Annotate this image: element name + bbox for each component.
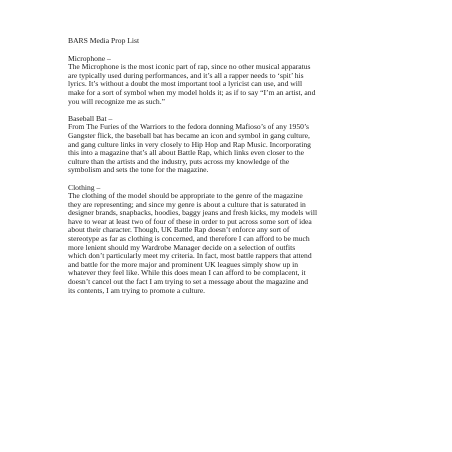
paragraph-line: and battle for the more major and prominent UK leagues simply show up in [68, 259, 299, 269]
section-baseball-bat [68, 115, 398, 175]
document-body [68, 37, 398, 304]
section-heading: Microphone – [68, 53, 111, 63]
paragraph-line: and gang culture links in very closely to Hip Hop and Rap Music. Incorporating [68, 139, 311, 149]
paragraph-line: its contents, I am trying to promote a culture. [68, 285, 206, 295]
section-clothing [68, 184, 398, 296]
paragraph-line: you will recognize me as such.” [68, 96, 165, 106]
section-microphone [68, 55, 398, 107]
paragraph-line: whatever they feel like. While this does mean I can afford to be complacent, it [68, 268, 306, 278]
paragraph-line: doesn’t cancel out the fact I am trying to set a message about the magazine and [68, 277, 309, 287]
paragraph-line: have to wear at least two of four of these in order to put across some sort of idea [68, 216, 312, 226]
paragraph-line: are typically used during performances, and it’s all a rapper needs to ‘spit’ his [68, 70, 304, 80]
paragraph-line: they are representing; and since my genre is about a culture that is saturated in [68, 199, 306, 209]
paragraph-line: designer brands, snapbacks, hoodies, baggy jeans and fresh kicks, my models will [68, 208, 318, 218]
paragraph-line: more lenient should my Wardrobe Manager decide on a selection of outfits [68, 242, 296, 252]
paragraph-line: Gangster flick, the baseball bat has became an icon and symbol in gang culture, [68, 130, 310, 140]
paragraph-line: The Microphone is the most iconic part of rap, since no other musical apparatus [68, 62, 311, 72]
paragraph-line: lyrics. It’s without a doubt the most important tool a lyricist can use, and will [68, 79, 303, 89]
paragraph-line: about their character. Though, UK Battle Rap doesn’t enforce any sort of [68, 225, 290, 235]
paragraph-line: which don’t particularly meet my criteria. In fact, most battle rappers that attend [68, 251, 312, 261]
paragraph-line: symbolism and sets the tone for the magazine. [68, 165, 209, 175]
paragraph-line: this into a magazine that’s all about Battle Rap, which links even closer to the [68, 148, 304, 158]
paragraph-line: make for a sort of symbol when my model holds it; as if to say “I’m an artist, and [68, 87, 316, 97]
paragraph-line: The clothing of the model should be appropriate to the genre of the magazine [68, 191, 303, 201]
paragraph-line: stereotype as far as clothing is concerned, and therefore I can afford to be much [68, 234, 310, 244]
paragraph-line: culture than the artists and the industry, puts across my knowledge of the [68, 156, 290, 166]
section-heading: Clothing – [68, 182, 101, 192]
paragraph-line: From The Furies of the Warriors to the fedora donning Mafioso’s of any 1950’s [68, 122, 310, 132]
document-title: BARS Media Prop List [68, 36, 140, 45]
section-heading: Baseball Bat – [68, 113, 113, 123]
